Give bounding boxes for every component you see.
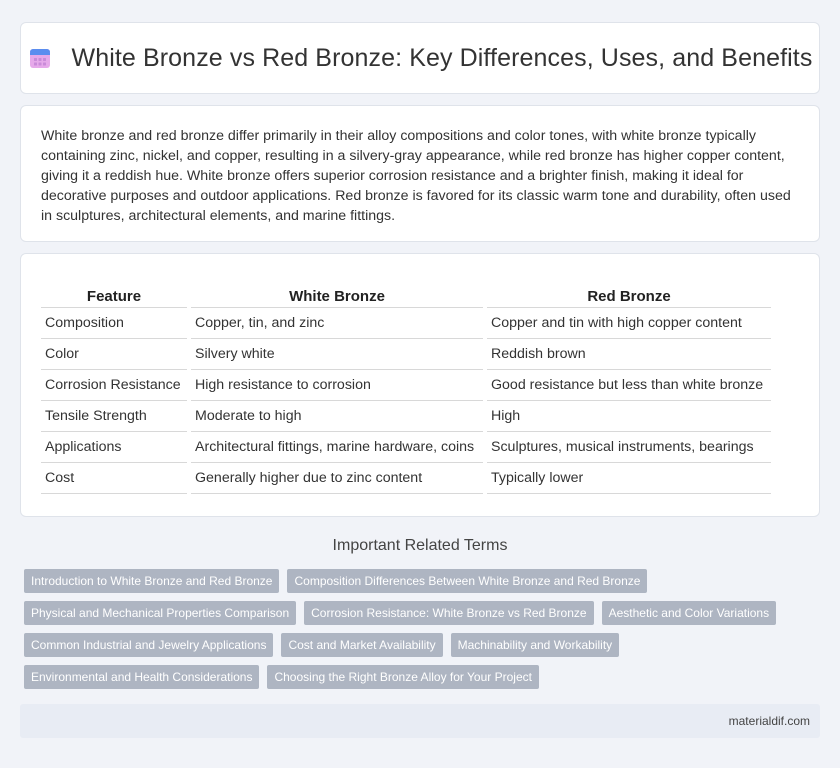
table-cell-feature: Applications (41, 432, 187, 463)
table-cell-red-bronze: High (487, 401, 771, 432)
calendar-icon (28, 46, 52, 70)
related-term-tag[interactable]: Cost and Market Availability (281, 633, 442, 657)
related-term-tag[interactable]: Corrosion Resistance: White Bronze vs Red Bronze (304, 601, 593, 625)
table-header-row (41, 282, 771, 308)
table-cell-red-bronze: Sculptures, musical instruments, bearings (487, 432, 771, 463)
comparison-table-card (20, 253, 820, 517)
header (28, 44, 813, 73)
table-cell-white-bronze: High resistance to corrosion (191, 370, 483, 401)
table-cell-white-bronze: Generally higher due to zinc content (191, 463, 483, 494)
table-cell-feature: Composition (41, 308, 187, 339)
footer-site-link[interactable]: materialdif.com (728, 714, 810, 728)
footer (20, 704, 820, 738)
related-term-tag[interactable]: Choosing the Right Bronze Alloy for Your Project (267, 665, 538, 689)
column-header-white-bronze: White Bronze (191, 282, 483, 308)
table-row (41, 401, 771, 432)
table-cell-white-bronze: Silvery white (191, 339, 483, 370)
related-term-tag[interactable]: Introduction to White Bronze and Red Bronze (24, 569, 279, 593)
table-cell-feature: Corrosion Resistance (41, 370, 187, 401)
tag-row (24, 569, 824, 593)
related-term-tag[interactable]: Environmental and Health Considerations (24, 665, 259, 689)
related-term-tag[interactable]: Aesthetic and Color Variations (602, 601, 777, 625)
table-row (41, 432, 771, 463)
table-row (41, 339, 771, 370)
tag-row (24, 601, 824, 625)
table-row (41, 308, 771, 339)
related-term-tag[interactable]: Machinability and Workability (451, 633, 620, 657)
header-card (20, 22, 820, 94)
page-title: White Bronze vs Red Bronze: Key Differences, Uses, and Benefits (71, 43, 813, 72)
related-term-tag[interactable]: Common Industrial and Jewelry Applications (24, 633, 273, 657)
column-header-feature: Feature (41, 282, 187, 308)
table-cell-red-bronze: Copper and tin with high copper content (487, 308, 771, 339)
table-cell-red-bronze: Good resistance but less than white bronze (487, 370, 771, 401)
column-header-red-bronze: Red Bronze (487, 282, 771, 308)
table-cell-white-bronze: Moderate to high (191, 401, 483, 432)
table-cell-red-bronze: Typically lower (487, 463, 771, 494)
summary-card (20, 105, 820, 242)
table-row (41, 370, 771, 401)
table-cell-feature: Cost (41, 463, 187, 494)
related-terms-title: Important Related Terms (332, 537, 508, 554)
tag-row (24, 665, 824, 689)
summary-text: White bronze and red bronze differ primarily in their alloy compositions and color tones, with white bronze typically containing zinc, nickel, and copper, resulting in a silvery-gray appearance, while red bronze has higher copper content, giving it a reddish hue. White bronze offers superior corrosion resistance and a brighter finish, making it ideal for decorative purposes and outdoor applications. Red bronze is favored for its classic warm tone and durability, often used in sculptures, architectural elements, and marine fittings. (41, 128, 791, 224)
table-cell-feature: Tensile Strength (41, 401, 187, 432)
related-terms-list (24, 569, 824, 697)
table-row (41, 463, 771, 494)
related-term-tag[interactable]: Physical and Mechanical Properties Comparison (24, 601, 296, 625)
table-cell-white-bronze: Architectural fittings, marine hardware, coins (191, 432, 483, 463)
table-cell-white-bronze: Copper, tin, and zinc (191, 308, 483, 339)
comparison-table (37, 282, 775, 494)
related-term-tag[interactable]: Composition Differences Between White Bronze and Red Bronze (287, 569, 647, 593)
table-cell-red-bronze: Reddish brown (487, 339, 771, 370)
table-cell-feature: Color (41, 339, 187, 370)
tag-row (24, 633, 824, 657)
